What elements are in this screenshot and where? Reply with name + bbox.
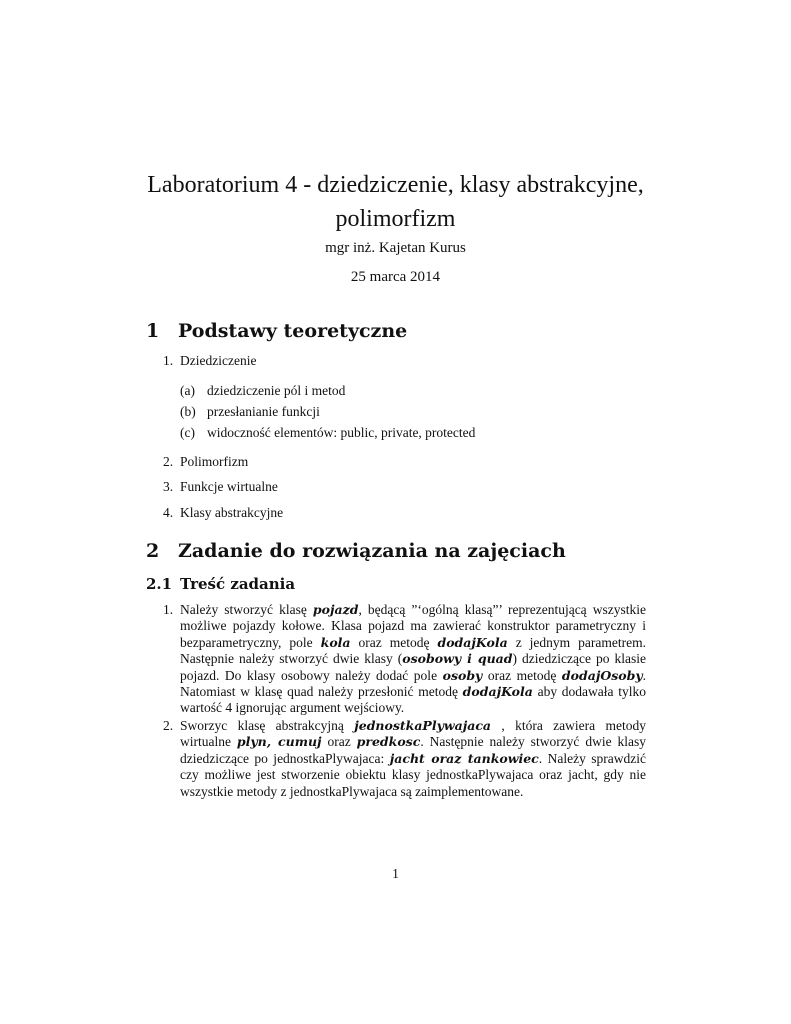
sub-list-item-label: (b) bbox=[180, 404, 196, 419]
task-text: . Natomiast w klasę quad należy przesłonić metodę bbox=[180, 667, 647, 700]
sub-list-item bbox=[180, 425, 476, 441]
task-keyword: dodajKola bbox=[437, 634, 508, 650]
document-title: Laboratorium 4 - dziedziczenie, klasy abstrakcyjne, polimorfizm bbox=[147, 172, 644, 232]
list-item-label: 1. bbox=[163, 353, 174, 368]
sub-list-item-label: (a) bbox=[180, 383, 195, 398]
sub-list-item-text: przesłanianie funkcji bbox=[207, 404, 320, 419]
task-number: 2. bbox=[163, 718, 174, 733]
task-text: Należy stworzyć klasę bbox=[180, 602, 313, 617]
task-keyword: predkosc bbox=[356, 734, 421, 750]
page-number: 1 bbox=[392, 866, 399, 881]
task-keyword: osoby bbox=[442, 667, 483, 683]
sub-list-item bbox=[180, 404, 320, 420]
task-text: , która zawiera metody wirtualne bbox=[180, 718, 646, 750]
task-number: 1. bbox=[163, 602, 174, 617]
task-keyword: jednostkaPlywajaca bbox=[354, 718, 492, 733]
task-keyword: dodajKola bbox=[462, 684, 533, 700]
task-1 bbox=[163, 602, 647, 717]
section-title: Zadanie do rozwiązania na zajęciach bbox=[178, 540, 566, 562]
task-keyword: plyn, cumuj bbox=[236, 734, 322, 750]
section-heading-2 bbox=[146, 540, 566, 562]
list-item-text: Dziedziczenie bbox=[180, 353, 257, 368]
section-number: 1 bbox=[146, 320, 160, 342]
list-item bbox=[163, 505, 284, 521]
task-text: oraz bbox=[321, 734, 357, 750]
task-text: . Należy sprawdzić czy możliwe jest stworzenie obiektu klasy jednostkaPlywajaca oraz jacht, gdy nie wszystkie metody z jednostkaPlywajaca są zaimplementowane. bbox=[180, 750, 646, 799]
task-text: . Następnie należy stworzyć dwie klasy dziedziczące po jednostkaPlywajaca: bbox=[180, 734, 647, 766]
task-text: ) dziedziczące po klasie pojazd. Do klasy osobowy należy dodać pole bbox=[180, 651, 646, 683]
list-item-text: Klasy abstrakcyjne bbox=[180, 505, 284, 520]
list-item-label: 3. bbox=[163, 479, 174, 494]
task-text: Sworzyc klasę abstrakcyjną bbox=[180, 718, 355, 733]
task-keyword: pojazd bbox=[312, 602, 359, 617]
subsection-heading bbox=[146, 575, 295, 593]
document-date: 25 marca 2014 bbox=[350, 269, 441, 285]
task-keyword: jacht oraz tankowiec bbox=[389, 750, 539, 766]
list-item-label: 2. bbox=[163, 454, 174, 469]
list-item-text: Polimorfizm bbox=[180, 454, 249, 469]
sub-list-item-text: dziedziczenie pól i metod bbox=[207, 383, 346, 398]
task-keyword: kola bbox=[320, 634, 351, 650]
section-number: 2 bbox=[146, 540, 160, 562]
sub-list-item-label: (c) bbox=[180, 425, 195, 440]
task-text: , będącą ”‘ogólną klasą”’ reprezentującą wszystkie możliwe pojazdy kołowe. Klasa pojazd ma zawierać konstruktor parametryczny i bezparametryczny, pole bbox=[180, 602, 646, 650]
sub-list-item bbox=[180, 383, 346, 399]
subsection-title: Treść zadania bbox=[180, 575, 296, 593]
sub-list-item-text: widoczność elementów: public, private, protected bbox=[207, 425, 476, 440]
list-item-label: 4. bbox=[163, 505, 174, 520]
list-item-text: Funkcje wirtualne bbox=[180, 479, 278, 494]
list-item bbox=[163, 479, 278, 495]
task-text: z jednym parametrem. Następnie należy stworzyć dwie klasy ( bbox=[180, 634, 647, 667]
task-text: oraz metodę bbox=[350, 634, 438, 650]
task-keyword: dodajOsoby bbox=[561, 667, 643, 683]
subsection-number: 2.1 bbox=[146, 575, 173, 593]
task-2 bbox=[163, 718, 647, 800]
list-item bbox=[163, 454, 249, 470]
section-title: Podstawy teoretyczne bbox=[178, 320, 408, 342]
list-item bbox=[163, 353, 257, 369]
document-author: mgr inż. Kajetan Kurus bbox=[325, 240, 466, 256]
task-keyword: osobowy i quad bbox=[402, 651, 513, 667]
task-text: aby dodawała tylko wartość 4 ignorując argument wejściowy. bbox=[180, 684, 646, 716]
section-heading-1 bbox=[146, 320, 407, 342]
task-text: oraz metodę bbox=[482, 667, 562, 683]
